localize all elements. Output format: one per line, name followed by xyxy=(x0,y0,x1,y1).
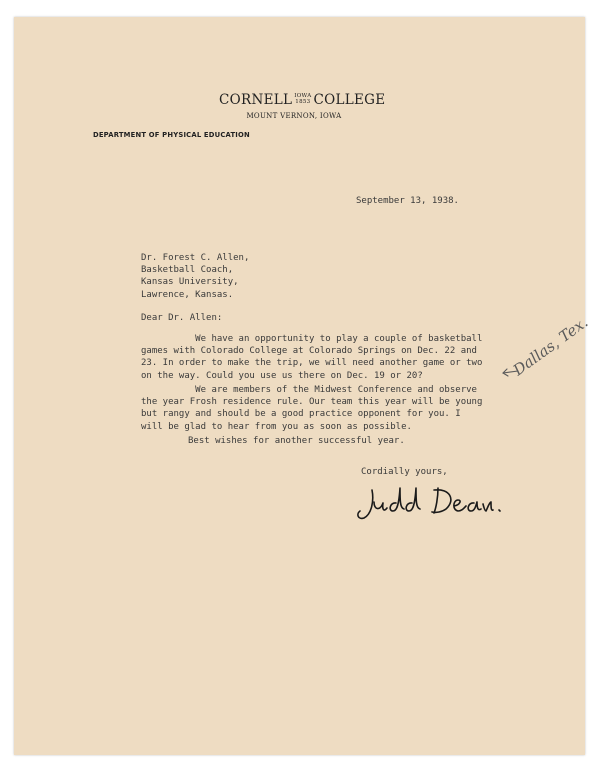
recipient-line: Basketball Coach, xyxy=(141,265,234,276)
letter-date: September 13, 1938. xyxy=(356,196,459,206)
paragraph-line: We are members of the Midwest Conference and observe xyxy=(141,385,477,395)
closing: Cordially yours, xyxy=(361,467,448,477)
letterhead-name-mid xyxy=(294,93,311,105)
paragraph-line: the year Frosh residence rule. Our team this year will be young xyxy=(141,397,483,408)
margin-note-text: Dallas, Tex. xyxy=(509,313,592,380)
recipient-line: Kansas University, xyxy=(141,277,239,288)
letterhead-city: MOUNT VERNON, IOWA xyxy=(246,112,342,120)
letterhead-name-right: COLLEGE xyxy=(313,92,386,108)
letterhead-college-name xyxy=(219,92,386,108)
paragraph-line: 23. In order to make the trip, we will need another game or two xyxy=(141,358,483,369)
letterhead-year: 1853 xyxy=(295,98,311,105)
recipient-address xyxy=(141,252,249,301)
margin-arrow-icon xyxy=(500,365,520,379)
letterhead-name-left: CORNELL xyxy=(219,92,293,108)
paragraph-line: games with Colorado College at Colorado Springs on Dec. 22 and xyxy=(141,346,477,357)
recipient-line: Dr. Forest C. Allen, xyxy=(141,253,250,263)
paragraph-1 xyxy=(141,333,482,382)
paragraph-line: on the way. Could you use us there on Dec. 19 or 20? xyxy=(141,370,423,381)
salutation: Dear Dr. Allen: xyxy=(141,313,223,323)
paragraph-line: will be glad to hear from you as soon as possible. xyxy=(141,421,412,432)
paragraph-line: We have an opportunity to play a couple of basketball xyxy=(141,334,483,344)
recipient-line: Lawrence, Kansas. xyxy=(141,289,234,300)
paragraph-line: Best wishes for another successful year. xyxy=(188,436,405,446)
handwritten-signature xyxy=(350,478,510,528)
letterhead-state: IOWA xyxy=(294,92,312,99)
paragraph-3 xyxy=(188,435,405,447)
paragraph-line: but rangy and should be a good practice opponent for you. I xyxy=(141,409,461,420)
signature-text: Judd Dean. xyxy=(350,527,355,528)
paragraph-2 xyxy=(141,384,482,433)
letterhead-department: DEPARTMENT OF PHYSICAL EDUCATION xyxy=(93,131,250,139)
